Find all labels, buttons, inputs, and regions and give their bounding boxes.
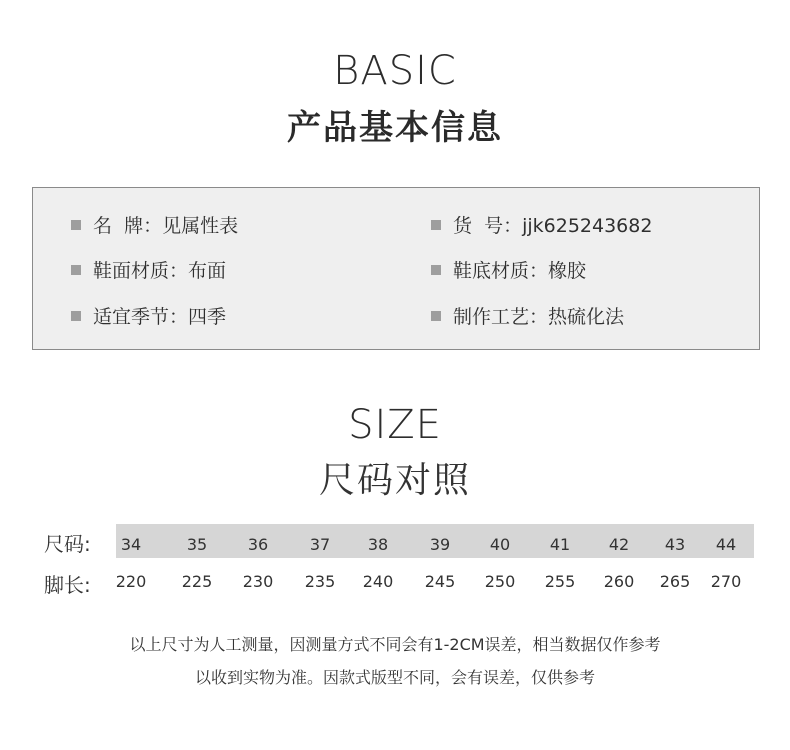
size-value: 35 — [186, 535, 208, 554]
info-label: 鞋底材质： — [453, 260, 549, 282]
info-value: 见属性表 — [162, 215, 239, 237]
foot-length-value: 225 — [181, 572, 213, 591]
size-value: 36 — [247, 535, 269, 554]
size-value: 38 — [367, 535, 389, 554]
size-value: 42 — [608, 535, 630, 554]
size-value: 39 — [429, 535, 451, 554]
foot-length-value: 245 — [424, 572, 456, 591]
info-value: 热硫化法 — [548, 306, 625, 328]
foot-length-value: 250 — [484, 572, 516, 591]
info-value: 布面 — [188, 260, 227, 282]
size-title-cn: 尺码对照 — [318, 460, 471, 501]
size-value: 43 — [664, 535, 686, 554]
info-value: 四季 — [188, 306, 227, 328]
foot-length-value: 260 — [603, 572, 635, 591]
info-label: 制作工艺： — [453, 306, 549, 328]
basic-title-cn: 产品基本信息 — [287, 108, 503, 148]
size-row-label: 尺码: — [44, 532, 91, 556]
foot-length-value: 270 — [710, 572, 742, 591]
size-value: 34 — [120, 535, 142, 554]
size-value: 40 — [489, 535, 511, 554]
foot-length-value: 240 — [362, 572, 394, 591]
foot-length-value: 265 — [659, 572, 691, 591]
foot-length-row-label: 脚长: — [44, 573, 91, 597]
info-label: 名 牌： — [93, 215, 163, 237]
note-line-1: 以上尺寸为人工测量，因测量方式不同会有1-2CM误差，相当数据仅作参考 — [129, 635, 661, 654]
info-label: 适宜季节： — [93, 306, 189, 328]
basic-title-en: BASIC — [333, 48, 457, 94]
info-value: jjk625243682 — [522, 215, 653, 237]
size-value: 37 — [309, 535, 331, 554]
foot-length-value: 235 — [304, 572, 336, 591]
size-title-en: SIZE — [348, 402, 442, 448]
size-value: 41 — [549, 535, 571, 554]
foot-length-value: 220 — [115, 572, 147, 591]
foot-length-value: 255 — [544, 572, 576, 591]
note-line-2: 以收到实物为准。因款式版型不同，会有误差，仅供参考 — [194, 668, 595, 687]
foot-length-value: 230 — [242, 572, 274, 591]
info-label: 货 号： — [453, 215, 523, 237]
info-value: 橡胶 — [548, 260, 587, 282]
size-value: 44 — [715, 535, 737, 554]
info-label: 鞋面材质： — [93, 260, 189, 282]
